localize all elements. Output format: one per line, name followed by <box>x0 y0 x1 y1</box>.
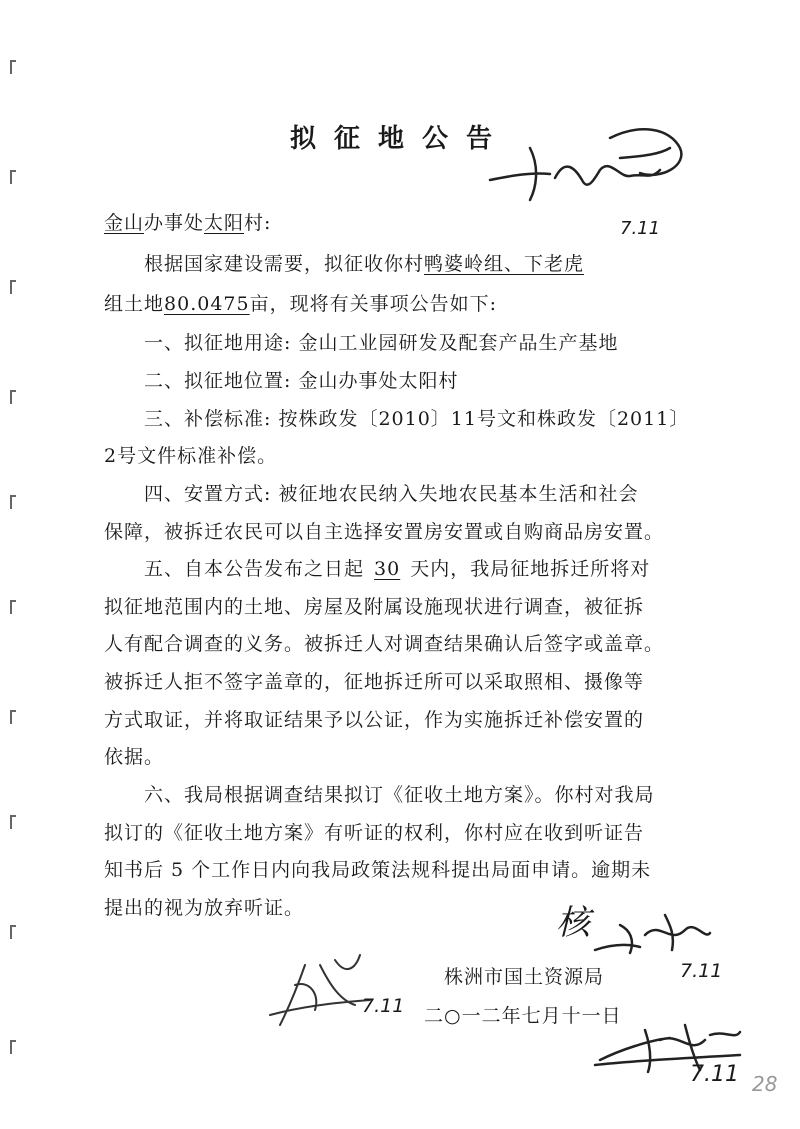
binding-mark <box>10 925 16 939</box>
item-hearing-line4: 提出的视为放弃听证。 <box>104 897 305 919</box>
issuer-name: 株洲市国土资源局 <box>444 966 605 988</box>
binding-mark <box>10 60 16 74</box>
binding-mark <box>10 1040 16 1054</box>
para1-text: 亩，现将有关事项公告如下: <box>249 293 497 315</box>
binding-mark <box>10 495 16 509</box>
signature-top <box>470 118 700 208</box>
document-title: 拟征地公告 <box>289 124 510 154</box>
para1-line2 <box>104 289 497 316</box>
handwritten-date-top: 7.11 <box>620 218 661 239</box>
binding-mark <box>10 600 16 614</box>
binding-mark <box>10 710 16 724</box>
page-number: 28 <box>752 1072 778 1096</box>
survey-text: 天内，我局征地拆迁所将对 <box>410 558 651 580</box>
item-survey-line4: 被拆迁人拒不签字盖章的，征地拆迁所可以采取照相、摄像等 <box>104 671 645 693</box>
item-compensation-line1: 三、补偿标准: 按株政发〔2010〕11号文和株政发〔2011〕 <box>144 408 690 430</box>
item-survey-line5: 方式取证，并将取证结果予以公证，作为实施拆迁补偿安置的 <box>104 709 645 731</box>
handwritten-date-mid: 7.11 <box>680 960 723 982</box>
item-compensation-line2: 2号文件标准补偿。 <box>104 445 278 467</box>
para1-groups: 鸭婆岭组、下老虎 <box>424 253 585 275</box>
item-survey-line2: 拟征地范围内的土地、房屋及附属设施现状进行调查，被征拆 <box>104 596 645 618</box>
item-resettlement-line1: 四、安置方式: 被征地农民纳入失地农民基本生活和社会 <box>144 483 639 505</box>
para1-text: 根据国家建设需要，拟征收你村 <box>144 253 425 275</box>
item-hearing-line2: 拟订的《征收土地方案》有听证的权利，你村应在收到听证告 <box>104 822 645 844</box>
para1-area: 80.0475 <box>164 293 250 315</box>
issue-date: 二○一二年七月十一日 <box>424 1005 622 1027</box>
addressee-suffix: 村: <box>244 212 272 234</box>
addressee-town: 金山 <box>104 212 145 234</box>
binding-mark <box>10 390 16 404</box>
signature-left <box>260 945 380 1035</box>
item-use: 一、拟征地用途: 金山工业园研发及配套产品生产基地 <box>144 332 619 354</box>
survey-text: 五、自本公告发布之日起 <box>144 558 365 580</box>
item-location: 二、拟征地位置: 金山办事处太阳村 <box>144 370 459 392</box>
item-survey-line3: 人有配合调查的义务。被拆迁人对调查结果确认后签字或盖章。 <box>104 633 665 655</box>
addressee-line <box>104 208 271 235</box>
item-hearing-line3: 知书后 5 个工作日内向我局政策法规科提出局面申请。逾期未 <box>104 859 652 881</box>
handwritten-date-bottom: 7.11 <box>690 1062 739 1087</box>
handwritten-date-left: 7.11 <box>362 995 405 1017</box>
para1-line1 <box>144 249 584 276</box>
item-hearing-line1: 六、我局根据调查结果拟订《征收土地方案》。你村对我局 <box>144 784 655 806</box>
binding-mark <box>10 280 16 294</box>
binding-mark <box>10 815 16 829</box>
addressee-village: 太阳 <box>204 212 245 234</box>
item-survey-line6: 依据。 <box>104 746 165 768</box>
item-resettlement-line2: 保障，被拆迁农民可以自主选择安置房安置或自购商品房安置。 <box>104 521 665 543</box>
para1-text: 组土地 <box>104 293 165 315</box>
item-survey-line1 <box>144 554 650 581</box>
signature-reviewer <box>590 905 720 965</box>
addressee-office: 办事处 <box>144 212 205 234</box>
handwritten-check-mark: 核 <box>556 903 590 943</box>
survey-days: 30 <box>374 558 401 580</box>
binding-mark <box>10 170 16 184</box>
